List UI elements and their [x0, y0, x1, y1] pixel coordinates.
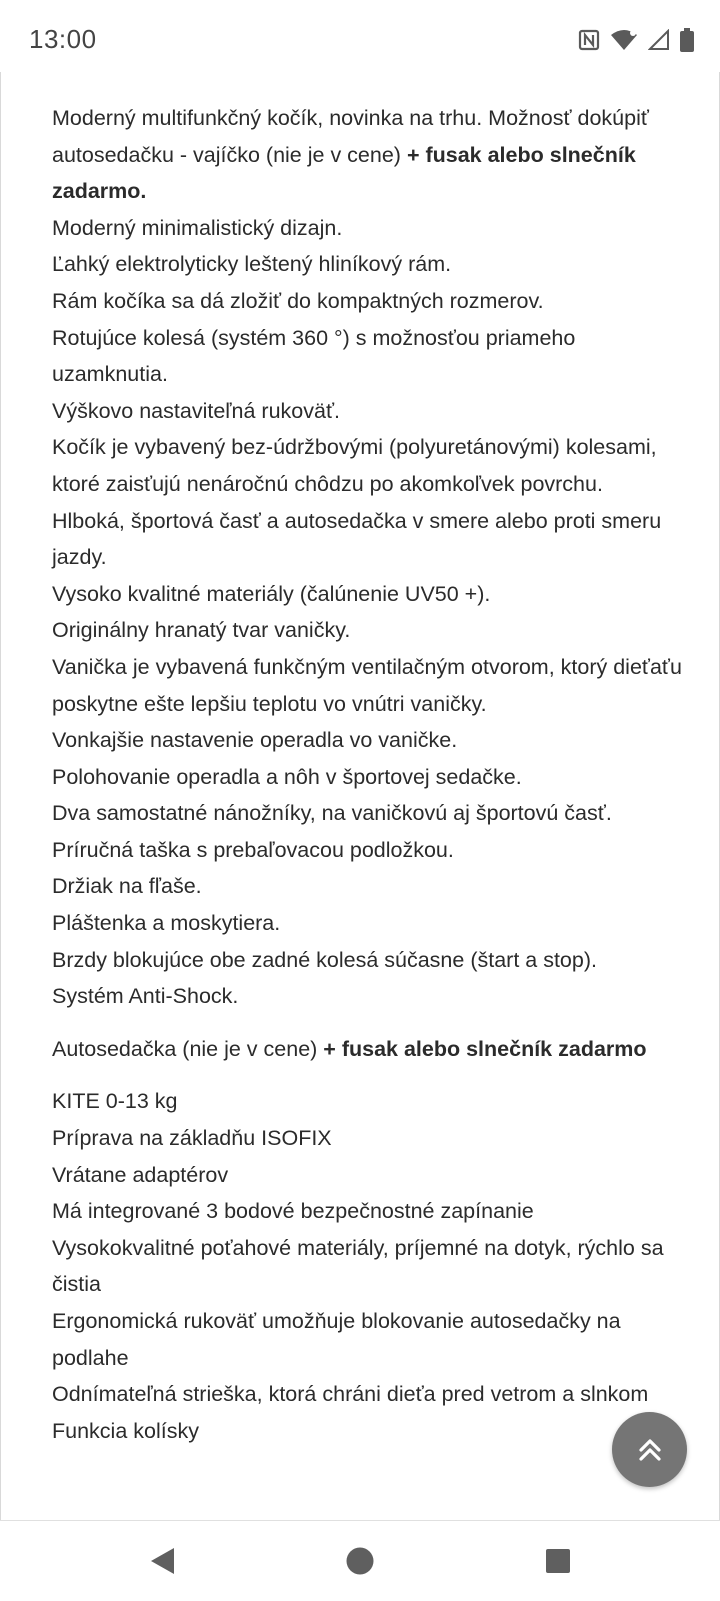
car-seat-feature: KITE 0-13 kg	[52, 1089, 178, 1114]
stroller-intro	[52, 100, 682, 210]
stroller-section	[52, 100, 682, 1015]
stroller-intro-text: Moderný multifunkčný kočík, novinka na trhu. Možnosť dokúpiť autosedačku - vajíčko (nie je v cene)	[52, 106, 649, 167]
car-seat-feature: Funkcia kolísky	[52, 1418, 199, 1443]
car-seat-feature: Vrátane adaptérov	[52, 1162, 229, 1187]
stroller-feature: Kočík je vybavený bez-údržbovými (polyuretánovými) kolesami, ktoré zaisťujú nenáročnú chôdzu po akomkoľvek povrchu.	[52, 435, 657, 496]
car-seat-feature: Má integrované 3 bodové bezpečnostné zapínanie	[52, 1199, 534, 1224]
product-description-frame	[0, 72, 720, 1520]
product-description	[52, 100, 682, 1465]
stroller-feature: Systém Anti-Shock.	[52, 984, 239, 1009]
recents-icon	[545, 1548, 571, 1574]
stroller-feature: Moderný minimalistický dizajn.	[52, 215, 343, 240]
car-seat-heading	[52, 1031, 682, 1068]
stroller-feature: Brzdy blokujúce obe zadné kolesá súčasne (štart a stop).	[52, 947, 597, 972]
battery-icon	[680, 28, 694, 52]
stroller-intro-offer: + fusak alebo slnečník zadarmo.	[52, 142, 636, 204]
scroll-to-top-button[interactable]	[612, 1412, 687, 1487]
stroller-feature: Pláštenka a moskytiera.	[52, 911, 281, 936]
car-seat-feature: Príprava na základňu ISOFIX	[52, 1126, 332, 1151]
stroller-feature: Originálny hranatý tvar vaničky.	[52, 618, 351, 643]
car-seat-feature: Ergonomická rukoväť umožňuje blokovanie autosedačky na podlahe	[52, 1309, 621, 1370]
stroller-feature: Dva samostatné nánožníky, na vaničkovú aj športovú časť.	[52, 801, 612, 826]
stroller-feature: Vysoko kvalitné materiály (čalúnenie UV50 +).	[52, 581, 491, 606]
back-button[interactable]	[142, 1541, 182, 1581]
recents-button[interactable]	[538, 1541, 578, 1581]
status-bar	[0, 0, 720, 72]
stroller-feature: Príručná taška s prebaľovacou podložkou.	[52, 837, 454, 862]
wifi-icon	[610, 29, 638, 51]
stroller-feature: Rám kočíka sa dá zložiť do kompaktných rozmerov.	[52, 288, 544, 313]
status-icons	[578, 28, 694, 52]
car-seat-feature: Odnímateľná strieška, ktorá chráni dieťa pred vetrom a slnkom	[52, 1382, 649, 1407]
stroller-feature: Držiak na fľaše.	[52, 874, 202, 899]
stroller-feature: Výškovo nastaviteľná rukoväť.	[52, 398, 341, 423]
car-seat-section	[52, 1083, 682, 1449]
stroller-feature: Vonkajšie nastavenie operadla vo vaničke.	[52, 728, 458, 753]
nfc-icon	[578, 29, 600, 51]
stroller-feature: Rotujúce kolesá (systém 360 °) s možnosťou priameho uzamknutia.	[52, 325, 576, 387]
signal-icon	[648, 29, 670, 51]
stroller-feature: Ľahký elektrolyticky leštený hliníkový rám.	[52, 252, 452, 277]
stroller-feature: Hlboká, športová časť a autosedačka v smere alebo proti smeru jazdy.	[52, 508, 662, 570]
back-icon	[148, 1546, 176, 1576]
car-seat-heading-text: Autosedačka (nie je v cene)	[52, 1036, 324, 1061]
double-chevron-up-icon	[635, 1435, 665, 1465]
navigation-bar	[0, 1520, 720, 1601]
home-button[interactable]	[340, 1541, 380, 1581]
stroller-feature: Polohovanie operadla a nôh v športovej sedačke.	[52, 764, 522, 789]
car-seat-feature: Vysokokvalitné poťahové materiály, príjemné na dotyk, rýchlo sa čistia	[52, 1235, 664, 1297]
stroller-feature: Vanička je vybavená funkčným ventilačným otvorom, ktorý dieťaťu poskytne ešte lepšiu teplotu vo vnútri vaničky.	[52, 654, 682, 716]
home-icon	[345, 1546, 375, 1576]
car-seat-heading-offer: + fusak alebo slnečník zadarmo	[323, 1036, 647, 1061]
status-time: 13:00	[29, 24, 97, 54]
